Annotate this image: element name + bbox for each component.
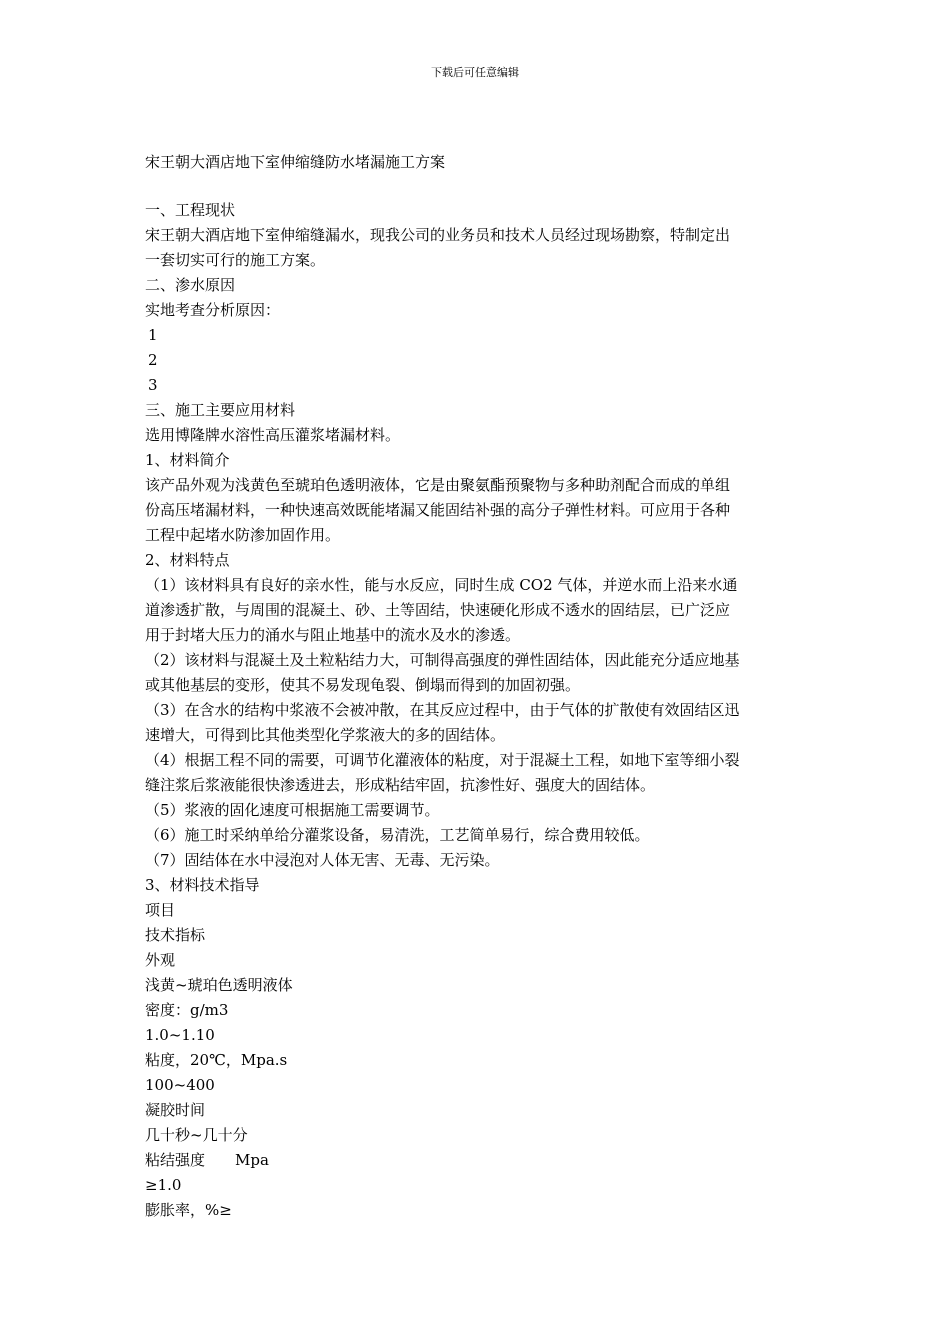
- spec-item-label: 密度：g/m3: [145, 1001, 229, 1019]
- spec-item-value: ≥1.0: [145, 1176, 182, 1194]
- section-heading: 二、渗水原因: [145, 276, 236, 294]
- spec-item-value: 1.0~1.10: [145, 1026, 215, 1044]
- spec-item-value: 技术指标: [145, 926, 206, 944]
- paragraph-line: （5）浆液的固化速度可根据施工需要调节。: [145, 801, 440, 819]
- list-number: 2: [148, 351, 158, 369]
- paragraph-line: （6）施工时采纳单给分灌浆设备，易清洗，工艺简单易行，综合费用较低。: [145, 826, 650, 844]
- paragraph-line: 一套切实可行的施工方案。: [145, 251, 326, 269]
- paragraph-line: （3）在含水的结构中浆液不会被冲散，在其反应过程中，由于气体的扩散使有效固结区迅: [145, 701, 740, 719]
- spec-item-label: 膨胀率，%≥: [145, 1201, 232, 1219]
- paragraph-line: （7）固结体在水中浸泡对人体无害、无毒、无污染。: [145, 851, 500, 869]
- subsection-heading: 1、材料简介: [145, 451, 230, 469]
- spec-item-label: 外观: [145, 951, 176, 969]
- page-header-note: 下载后可任意编辑: [431, 66, 519, 79]
- paragraph-line: 宋王朝大酒店地下室伸缩缝漏水，现我公司的业务员和技术人员经过现场勘察，特制定出: [145, 226, 731, 244]
- section-heading: 一、工程现状: [145, 201, 236, 219]
- spec-item-label: 凝胶时间: [145, 1101, 206, 1119]
- document-title: 宋王朝大酒店地下室伸缩缝防水堵漏施工方案: [145, 153, 446, 171]
- spec-item-value: 100~400: [145, 1076, 215, 1094]
- paragraph-line: 实地考查分析原因：: [145, 301, 281, 319]
- list-number: 1: [148, 326, 158, 344]
- paragraph-line: 缝注浆后浆液能很快渗透进去，形成粘结牢固，抗渗性好、强度大的固结体。: [145, 776, 656, 794]
- paragraph-line: 工程中起堵水防渗加固作用。: [145, 526, 341, 544]
- spec-item-label: 粘结强度 Mpa: [145, 1151, 269, 1169]
- section-heading: 三、施工主要应用材料: [145, 401, 296, 419]
- paragraph-line: （1）该材料具有良好的亲水性，能与水反应，同时生成 CO2 气体，并逆水而上沿来水通: [145, 576, 738, 594]
- paragraph-line: 选用博隆牌水溶性高压灌浆堵漏材料。: [145, 426, 401, 444]
- paragraph-line: 速增大，可得到比其他类型化学浆液大的多的固结体。: [145, 726, 506, 744]
- spec-item-label: 粘度，20℃，Mpa.s: [145, 1051, 288, 1069]
- paragraph-line: 道渗透扩散，与周围的混凝土、砂、土等固结，快速硬化形成不透水的固结层，已广泛应: [145, 601, 731, 619]
- paragraph-line: 该产品外观为浅黄色至琥珀色透明液体，它是由聚氨酯预聚物与多种助剂配合而成的单组: [145, 476, 731, 494]
- spec-item-value: 浅黄~琥珀色透明液体: [145, 976, 293, 994]
- paragraph-line: 份高压堵漏材料，一种快速高效既能堵漏又能固结补强的高分子弹性材料。可应用于各种: [145, 501, 731, 519]
- paragraph-line: （4）根据工程不同的需要，可调节化灌液体的粘度，对于混凝土工程，如地下室等细小裂: [145, 751, 740, 769]
- list-number: 3: [148, 376, 158, 394]
- paragraph-line: （2）该材料与混凝土及土粒粘结力大，可制得高强度的弹性固结体，因此能充分适应地基: [145, 651, 740, 669]
- spec-item-label: 项目: [145, 901, 176, 919]
- subsection-heading: 3、材料技术指导: [145, 876, 260, 894]
- paragraph-line: 或其他基层的变形，使其不易发现龟裂、倒塌而得到的加固初强。: [145, 676, 581, 694]
- paragraph-line: 用于封堵大压力的涌水与阻止地基中的流水及水的渗透。: [145, 626, 521, 644]
- subsection-heading: 2、材料特点: [145, 551, 230, 569]
- spec-item-value: 几十秒~几十分: [145, 1126, 248, 1144]
- document-body: [145, 198, 817, 1223]
